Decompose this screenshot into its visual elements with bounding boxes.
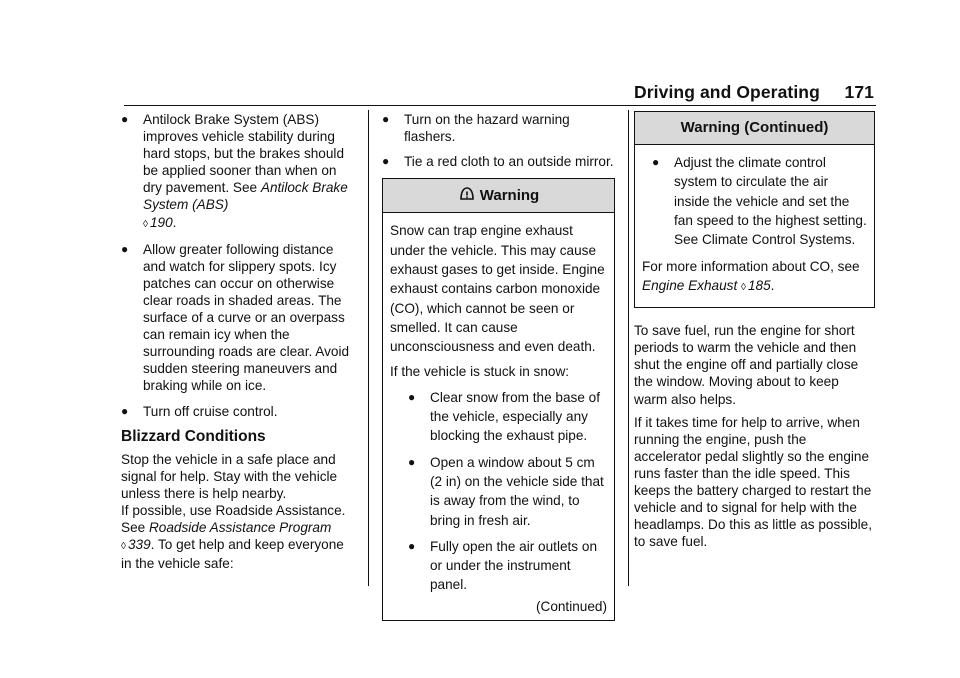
- column-divider-1: [368, 110, 369, 586]
- warning-title: Warning: [479, 187, 540, 205]
- section-name: Driving and Operating: [634, 82, 820, 102]
- bullet-icon: ●: [121, 403, 129, 418]
- page-number: 171: [844, 82, 874, 102]
- paragraph: Snow can trap engine exhaust under the vehicle. This may cause exhaust gases to get inside. Engine exhaust contains carbon monoxide (CO), which cannot be seen or smelled. It can cause unconsciousness and even death.: [390, 223, 605, 355]
- warning-header: Warning (Continued): [635, 112, 874, 145]
- bullet-text: Adjust the climate control system to circulate the air inside the vehicle and set the fan speed to the highest setting. See Climate Control Systems.: [674, 155, 867, 248]
- list-item: [121, 241, 354, 395]
- paragraph: Stop the vehicle in a safe place and signal for help. Stay with the vehicle unless there is help nearby.: [121, 451, 338, 501]
- page-header: [634, 82, 874, 103]
- list-item: [382, 111, 615, 145]
- list-item: [642, 153, 867, 249]
- warning-header: [383, 179, 614, 213]
- section-title: Blizzard Conditions: [121, 427, 266, 445]
- warning-body: [383, 213, 614, 620]
- page-reference-icon: ◊: [741, 281, 746, 293]
- middle-column: [382, 111, 615, 621]
- bullet-icon: ●: [382, 154, 390, 169]
- bullet-icon: ●: [382, 112, 390, 126]
- warning-icon: [458, 186, 476, 202]
- bullet-icon: ●: [408, 389, 416, 404]
- column-divider-2: [628, 110, 629, 586]
- paragraph: For more information about CO, see Engine Exhaust ◊ 185.: [642, 258, 860, 293]
- bullet-icon: ●: [121, 112, 129, 126]
- paragraph: To save fuel, run the engine for short periods to warm the vehicle and then shut the engine off and partially close the window. Moving about to keep warm also helps.: [634, 323, 859, 407]
- cross-reference-link[interactable]: Engine Exhaust: [642, 277, 738, 293]
- bullet-text: Clear snow from the base of the vehicle, especially any blocking the exhaust pipe.: [430, 389, 601, 444]
- cross-reference-link[interactable]: Roadside Assistance Program: [148, 520, 332, 536]
- bullet-text: Allow greater following distance and watch for slippery spots. Icy patches can occur on otherwise clear roads in shaded areas. The surface of a curve or an overpass can remain icy when the surrounding roads are clear. Avoid sudden steering maneuvers and braking while on ice.: [143, 241, 350, 394]
- bullet-text: Fully open the air outlets on or under the instrument panel.: [430, 538, 598, 593]
- right-column: [634, 111, 875, 556]
- bullet-icon: ●: [652, 155, 660, 170]
- bullet-text: Turn on the hazard warning flashers.: [404, 112, 570, 145]
- paragraph: If possible, use Roadside Assistance. See Roadside Assistance Program ◊ 339. To get help and keep everyone in the vehicle safe:: [121, 502, 346, 572]
- list-item: ● Antilock Brake System (ABS) improves vehicle stability during hard stops, but the brakes should be applied sooner than when on dry pavement. See Antilock Brake System (ABS) ◊ 190.: [121, 111, 354, 233]
- list-item: [382, 153, 615, 170]
- reference-page[interactable]: 185: [747, 277, 771, 293]
- bullet-text: Turn off cruise control.: [143, 403, 278, 419]
- list-item: [390, 537, 607, 595]
- paragraph: If it takes time for help to arrive, when running the engine, push the accelerator pedal slightly so the engine runs faster than the idle speed. This keeps the battery charged to restart the vehicle and to signal for help with the headlamps. Do this as little as possible, to save fuel.: [634, 414, 873, 550]
- paragraph: If the vehicle is stuck in snow:: [390, 364, 570, 380]
- reference-page[interactable]: 339: [127, 537, 151, 553]
- bullet-text: Antilock Brake System (ABS) improves vehicle stability during hard stops, but the brakes should be applied sooner than when on dry pavement. See: [143, 112, 345, 196]
- warning-box-continued: [634, 111, 875, 308]
- bullet-icon: ●: [408, 454, 416, 469]
- page-reference-icon: ◊: [121, 541, 126, 553]
- bullet-icon: ●: [408, 538, 416, 553]
- list-item: [390, 453, 607, 530]
- left-column: [121, 111, 354, 578]
- list-item: [390, 388, 607, 446]
- bullet-icon: ●: [121, 241, 129, 256]
- header-rule: [124, 105, 876, 106]
- reference-page[interactable]: 190: [149, 214, 173, 230]
- list-item: [121, 403, 354, 420]
- warning-box: [382, 178, 615, 621]
- bullet-text: Open a window about 5 cm (2 in) on the vehicle side that is away from the wind, to bring in fresh air.: [430, 454, 604, 528]
- warning-body: [635, 145, 874, 307]
- bullet-text: Tie a red cloth to an outside mirror.: [404, 154, 614, 170]
- continued-label: (Continued): [535, 598, 607, 614]
- page-reference-icon: ◊: [143, 218, 148, 230]
- cross-reference-link[interactable]: Antilock Brake System (ABS): [143, 180, 348, 213]
